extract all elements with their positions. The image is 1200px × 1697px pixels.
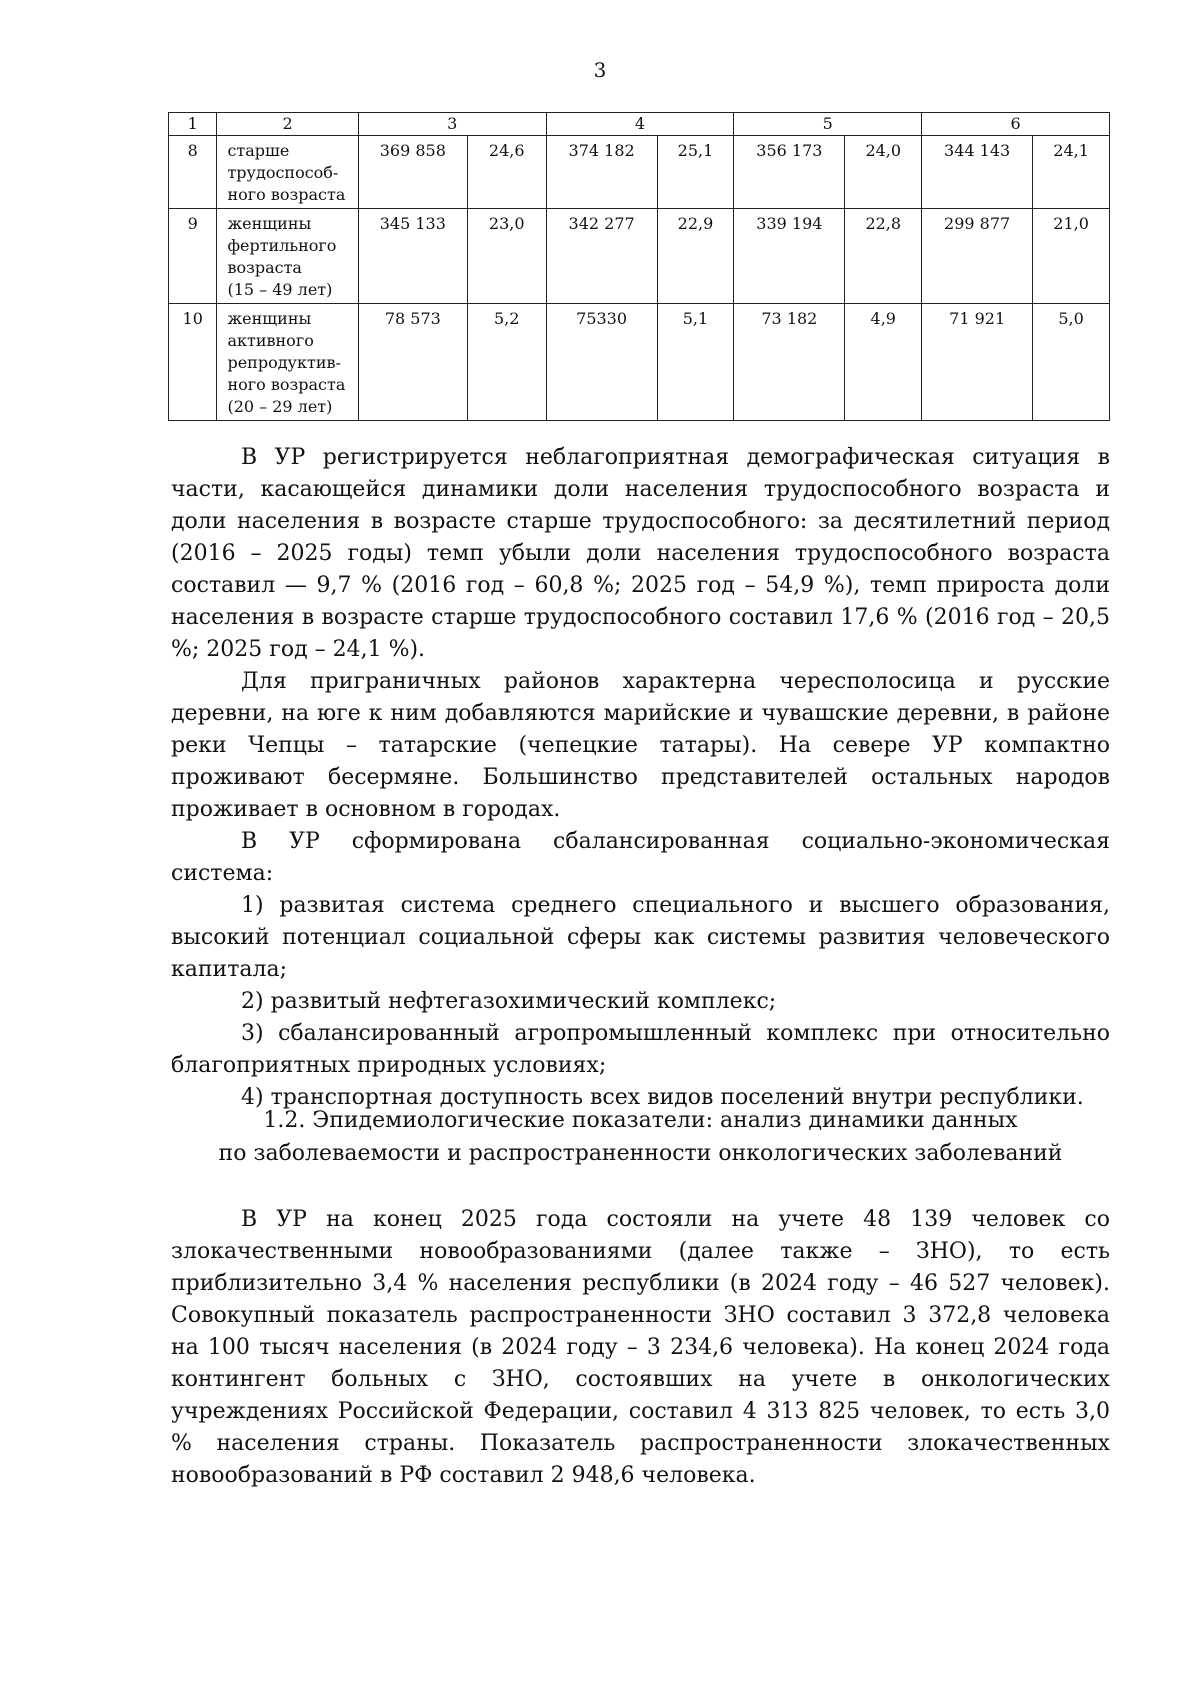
paragraph-demographics: В УР регистрируется неблагоприятная демографическая ситуация в части, касающейся динамики доли населения трудоспособного возраста и доли населения в возрасте старше трудоспособного: за десятилетний период (2016 – 2025 годы) темп убыли доли населения трудоспособного возраста составил — 9,7 % (2016 год – 60,8 %; 2025 год – 54,9 %), темп прироста доли населения в возрасте старше трудоспособного составил 17,6 % (2016 год – 20,5 %; 2025 год – 24,1 %). xyxy=(171,445,1110,662)
column-header: 3 xyxy=(358,113,546,136)
column-header: 4 xyxy=(546,113,734,136)
table-row xyxy=(169,304,1110,421)
section-heading xyxy=(171,1104,1110,1170)
paragraph-border-regions: Для приграничных районов характерна чересполосица и русские деревни, на юге к ним добавляются марийские и чувашские деревни, в районе реки Чепцы – татарские (чепецкие татары). На севере УР компактно проживают бесермяне. Большинство представителей остальных народов проживает в основном в городах. xyxy=(171,669,1110,822)
column-header: 6 xyxy=(922,113,1110,136)
cell-value: 71 921 xyxy=(922,304,1033,421)
column-header: 5 xyxy=(734,113,922,136)
demographic-table xyxy=(168,112,1110,421)
cell-value: 5,0 xyxy=(1033,304,1110,421)
page-number: 3 xyxy=(593,58,607,82)
row-number: 10 xyxy=(169,304,217,421)
cell-value: 344 143 xyxy=(922,136,1033,209)
row-label: женщины фертильного возраста (15 – 49 лет) xyxy=(217,209,358,304)
cell-value: 75330 xyxy=(546,304,657,421)
column-header: 2 xyxy=(217,113,358,136)
cell-value: 339 194 xyxy=(734,209,845,304)
section-heading-line: 1.2. Эпидемиологические показатели: анализ динамики данных xyxy=(263,1108,1018,1133)
paragraph-oncology-stats: В УР на конец 2025 года состояли на учете 48 139 человек со злокачественными новообразованиями (далее также – ЗНО), то есть приблизительно 3,4 % населения республики (в 2024 году – 46 527 человек). Совокупный показатель распространенности ЗНО составил 3 372,8 человека на 100 тысяч населения (в 2024 году – 3 234,6 человека). На конец 2024 года контингент больных с ЗНО, состоявших на учете в онкологических учреждениях Российской Федерации, составил 4 313 825 человек, то есть 3,0 % населения страны. Показатель распространенности злокачественных новообразований в РФ составил 2 948,6 человека. xyxy=(171,1207,1110,1488)
cell-value: 21,0 xyxy=(1033,209,1110,304)
row-number: 8 xyxy=(169,136,217,209)
cell-value: 24,6 xyxy=(467,136,546,209)
cell-value: 23,0 xyxy=(467,209,546,304)
cell-value: 22,9 xyxy=(657,209,734,304)
paragraph-socio-economic: В УР сформирована сбалансированная социально-экономическая система: xyxy=(171,829,1110,886)
row-number: 9 xyxy=(169,209,217,304)
cell-value: 78 573 xyxy=(358,304,467,421)
cell-value: 345 133 xyxy=(358,209,467,304)
row-label: женщины активного репродуктив- ного возраста (20 – 29 лет) xyxy=(217,304,358,421)
cell-value: 369 858 xyxy=(358,136,467,209)
cell-value: 356 173 xyxy=(734,136,845,209)
cell-value: 299 877 xyxy=(922,209,1033,304)
cell-value: 73 182 xyxy=(734,304,845,421)
row-label: старше трудоспособ- ного возраста xyxy=(217,136,358,209)
list-item: 1) развитая система среднего специального и высшего образования, высокий потенциал социальной сферы как системы развития человеческого капитала; xyxy=(171,893,1110,982)
table-header-row xyxy=(169,113,1110,136)
section-heading-line: по заболеваемости и распространенности онкологических заболеваний xyxy=(218,1141,1063,1166)
table-row xyxy=(169,136,1110,209)
list-item: 4) транспортная доступность всех видов поселений внутри республики. xyxy=(241,1085,1084,1110)
cell-value: 24,0 xyxy=(845,136,922,209)
section-body xyxy=(171,1204,1110,1492)
column-header: 1 xyxy=(169,113,217,136)
cell-value: 4,9 xyxy=(845,304,922,421)
cell-value: 5,1 xyxy=(657,304,734,421)
list-item: 3) сбалансированный агропромышленный комплекс при относительно благоприятных природных условиях; xyxy=(171,1021,1110,1078)
cell-value: 342 277 xyxy=(546,209,657,304)
body-text xyxy=(171,442,1110,1114)
cell-value: 5,2 xyxy=(467,304,546,421)
cell-value: 24,1 xyxy=(1033,136,1110,209)
cell-value: 22,8 xyxy=(845,209,922,304)
cell-value: 25,1 xyxy=(657,136,734,209)
list-item: 2) развитый нефтегазохимический комплекс; xyxy=(241,989,777,1014)
cell-value: 374 182 xyxy=(546,136,657,209)
table-row xyxy=(169,209,1110,304)
